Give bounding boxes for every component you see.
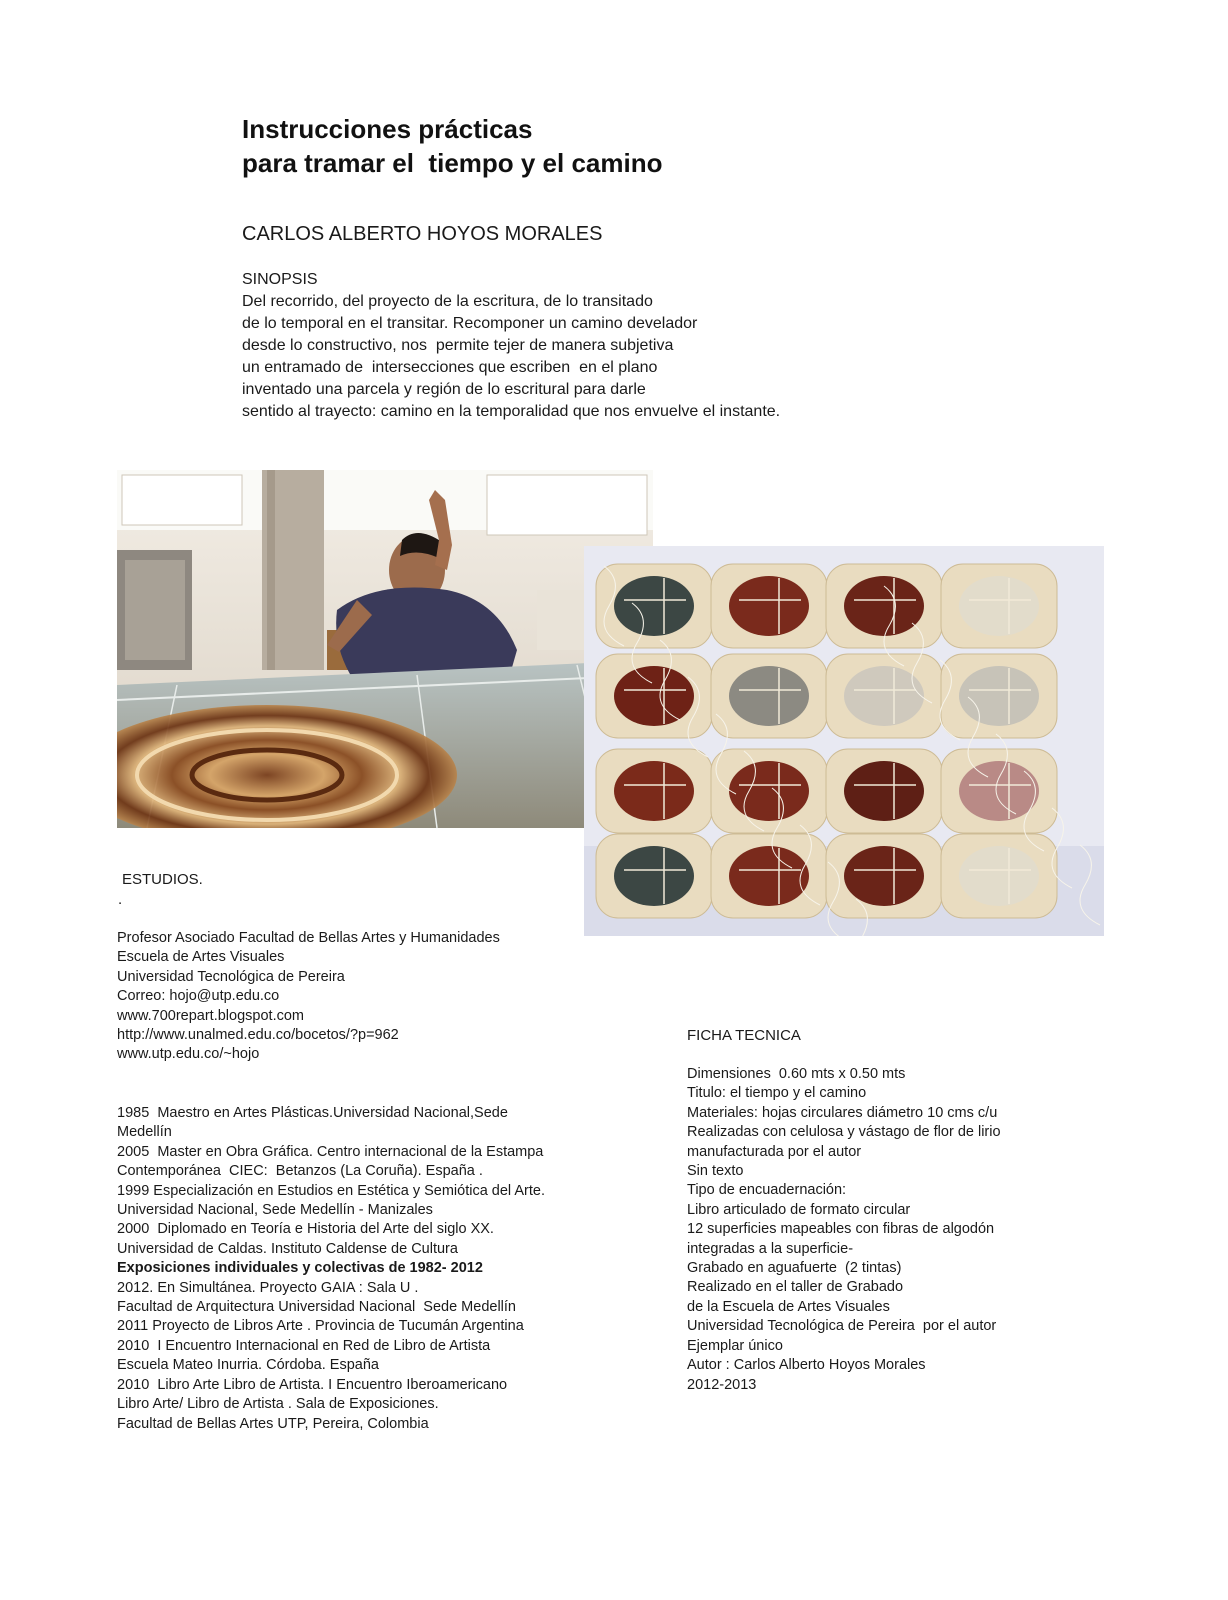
ficha-line: Ejemplar único — [687, 1337, 783, 1354]
synopsis-line: de lo temporal en el transitar. Recomponer un camino develador — [242, 315, 698, 332]
ficha-line: Tipo de encuadernación: — [687, 1182, 847, 1199]
ficha-line: Dimensiones 0.60 mts x 0.50 mts — [687, 1066, 906, 1082]
ficha-line: manufacturada por el autor — [687, 1143, 862, 1160]
artist-working-photo — [117, 470, 653, 828]
ficha-tecnica-block — [687, 1065, 1001, 1395]
contact-position: Profesor Asociado Facultad de Bellas Artes y Humanidades — [117, 930, 500, 946]
estudios-heading: ESTUDIOS. — [122, 871, 203, 888]
ficha-line: Sin texto — [687, 1163, 744, 1180]
exhibition-line: Facultad de Arquitectura Universidad Nacional Sede Medellín — [117, 1299, 516, 1316]
exhibition-line: 2011 Proyecto de Libros Arte . Provincia de Tucumán Argentina — [117, 1318, 524, 1335]
ficha-line: Autor : Carlos Alberto Hoyos Morales — [687, 1357, 926, 1374]
synopsis-line: sentido al trayecto: camino en la temporalidad que nos envuelve el instante. — [242, 403, 781, 420]
contact-university: Universidad Tecnológica de Pereira — [117, 968, 345, 985]
ficha-line: 12 superficies mapeables con fibras de algodón — [687, 1221, 995, 1238]
sheet — [596, 749, 712, 833]
circular-sheets-photo — [584, 546, 1104, 936]
contact-website: http://www.unalmed.edu.co/bocetos/?p=962 — [117, 1027, 399, 1044]
education-and-exhibitions — [117, 1104, 545, 1434]
education-line: 1999 Especialización en Estudios en Estética y Semiótica del Arte. — [117, 1182, 545, 1199]
contact-email: Correo: hojo@utp.edu.co — [117, 988, 280, 1005]
sheet — [711, 564, 827, 648]
sheet — [941, 834, 1057, 918]
ficha-line: Titulo: el tiempo y el camino — [687, 1085, 867, 1102]
ficha-line: Materiales: hojas circulares diámetro 10 cms c/u — [687, 1104, 998, 1121]
exhibition-line: Escuela Mateo Inurria. Córdoba. España — [117, 1357, 379, 1374]
exhibition-line: Libro Arte/ Libro de Artista . Sala de Exposiciones. — [117, 1396, 439, 1413]
ficha-line: Realizadas con celulosa y vástago de flor de lirio — [687, 1124, 1001, 1141]
ficha-line: Libro articulado de formato circular — [687, 1201, 911, 1218]
ficha-tecnica-heading: FICHA TECNICA — [687, 1027, 801, 1044]
title-line-1: Instrucciones prácticas — [242, 114, 533, 144]
synopsis-line: un entramado de intersecciones que escriben en el plano — [242, 359, 658, 376]
exhibition-line: 2012. En Simultánea. Proyecto GAIA : Sala U . — [117, 1279, 419, 1296]
sheet — [596, 834, 712, 918]
sheet — [941, 749, 1057, 833]
ficha-line: de la Escuela de Artes Visuales — [687, 1298, 890, 1315]
author-name: CARLOS ALBERTO HOYOS MORALES — [242, 223, 603, 245]
sheet — [941, 654, 1057, 738]
synopsis-line: inventado una parcela y región de lo escritural para darle — [242, 381, 646, 398]
separator-dot: . — [118, 891, 123, 908]
contact-block — [117, 929, 500, 1065]
contact-school: Escuela de Artes Visuales — [117, 949, 285, 966]
education-line: Contemporánea CIEC: Betanzos (La Coruña). España . — [117, 1163, 483, 1180]
sheet — [596, 654, 712, 738]
exhibition-line: 2010 Libro Arte Libro de Artista. I Encuentro Iberoamericano — [117, 1376, 508, 1393]
contact-blog: www.700repart.blogspot.com — [117, 1007, 304, 1024]
education-line: 2000 Diplomado en Teoría e Historia del Arte del siglo XX. — [117, 1221, 494, 1238]
sheet — [826, 564, 942, 648]
education-line: 1985 Maestro en Artes Plásticas.Universidad Nacional,Sede — [117, 1105, 508, 1121]
sheet — [826, 834, 942, 918]
title-line-2: para tramar el tiempo y el camino — [242, 148, 663, 178]
synopsis-line: Del recorrido, del proyecto de la escritura, de lo transitado — [242, 293, 653, 310]
sheet — [941, 564, 1057, 648]
synopsis-heading: SINOPSIS — [242, 271, 318, 288]
sheet — [826, 654, 942, 738]
synopsis-line: desde lo constructivo, nos permite tejer de manera subjetiva — [242, 337, 674, 354]
education-line: Universidad de Caldas. Instituto Caldense de Cultura — [117, 1240, 458, 1257]
sheet — [826, 749, 942, 833]
ficha-line: Universidad Tecnológica de Pereira por el autor — [687, 1318, 997, 1335]
synopsis-section — [242, 269, 780, 423]
sheet — [711, 654, 827, 738]
document-title — [242, 112, 663, 180]
exhibition-line: Facultad de Bellas Artes UTP, Pereira, Colombia — [117, 1415, 429, 1432]
exhibitions-heading: Exposiciones individuales y colectivas de 1982- 2012 — [117, 1260, 483, 1277]
education-line: 2005 Master en Obra Gráfica. Centro internacional de la Estampa — [117, 1143, 544, 1160]
exhibition-line: 2010 I Encuentro Internacional en Red de Libro de Artista — [117, 1337, 491, 1354]
ficha-line: Grabado en aguafuerte (2 tintas) — [687, 1260, 902, 1277]
ficha-line: integradas a la superficie- — [687, 1240, 854, 1257]
contact-website: www.utp.edu.co/~hojo — [117, 1046, 260, 1063]
ficha-line: Realizado en el taller de Grabado — [687, 1279, 904, 1296]
education-line: Universidad Nacional, Sede Medellín - Manizales — [117, 1202, 433, 1219]
sheet — [711, 749, 827, 833]
sheet — [711, 834, 827, 918]
ficha-line: 2012-2013 — [687, 1376, 757, 1393]
education-line: Medellín — [117, 1124, 172, 1141]
